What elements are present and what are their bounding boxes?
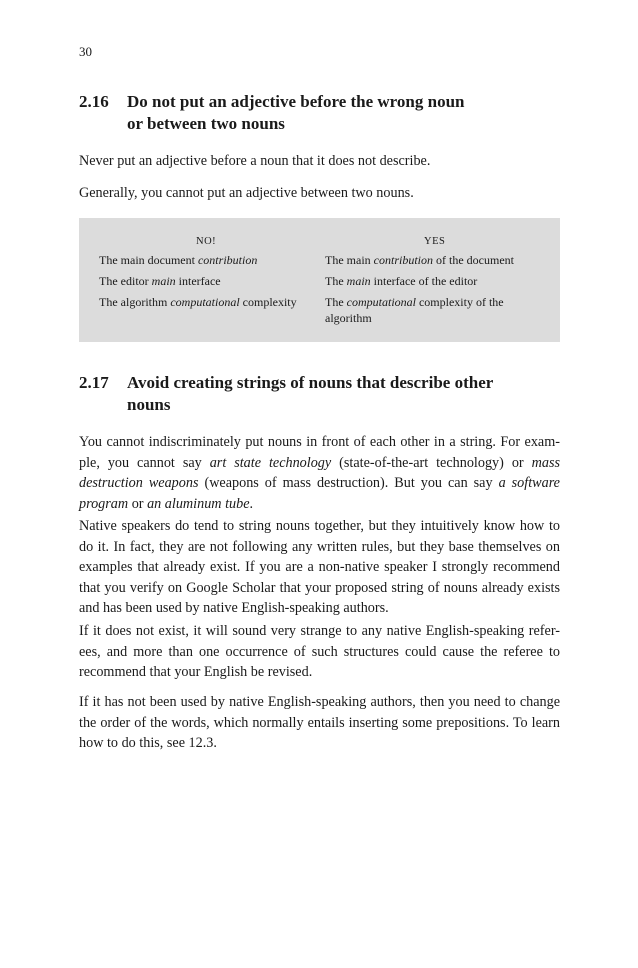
paragraph: Never put an adjective before a noun that it does not describe. bbox=[79, 153, 431, 169]
no-column-header: NO! bbox=[196, 236, 217, 247]
incorrect-example: The editor main interface bbox=[99, 274, 221, 288]
section-title bbox=[127, 91, 559, 135]
section-title-line: Do not put an adjective before the wrong noun bbox=[127, 92, 465, 111]
incorrect-example: The algorithm computational complexity bbox=[99, 295, 297, 309]
yes-column-header: YES bbox=[424, 236, 446, 247]
section-title-line: Avoid creating strings of nouns that describe other bbox=[127, 373, 494, 392]
paragraph: Generally, you cannot put an adjective between two nouns. bbox=[79, 185, 414, 201]
section-heading-2-17 bbox=[79, 372, 559, 416]
section-title bbox=[127, 372, 559, 416]
section-title-line: or between two nouns bbox=[127, 114, 285, 133]
paragraph: If it has not been used by native English-speaking authors, then you need to change the order of the words, which normally entails inserting some prepositions. To learn how to do this, see 12.3. bbox=[79, 694, 560, 752]
paragraph: You cannot indiscriminately put nouns in front of each other in a string. For exam-ple, you cannot say art state technology (state-of-the-art technology) or mass destruction weapons (weapons of mass destruction). But you can say a software program or an aluminum tube. bbox=[79, 434, 560, 512]
example-table bbox=[79, 218, 560, 342]
section-number: 2.16 bbox=[79, 92, 109, 111]
section-heading-2-16 bbox=[79, 91, 559, 135]
incorrect-example: The main document contribution bbox=[99, 253, 258, 267]
paragraph: If it does not exist, it will sound very strange to any native English-speaking refer-ees, and more than one occurrence of such structures could cause the referee to recommend that your English be revised. bbox=[79, 623, 560, 681]
paragraph: Native speakers do tend to string nouns together, but they intuitively know how to do it. In fact, they are not following any written rules, but they base themselves on examples that already exist. If you are a non-native speaker I strongly recommend that you verify on Google Scholar that your proposed string of nouns already exists and has been used by native English-speaking authors. bbox=[79, 518, 560, 617]
correct-example: The computational complexity of the algorithm bbox=[325, 295, 504, 325]
correct-example: The main interface of the editor bbox=[325, 274, 478, 288]
correct-example: The main contribution of the document bbox=[325, 253, 514, 267]
page-number: 30 bbox=[79, 44, 92, 59]
section-title-line: nouns bbox=[127, 395, 171, 414]
section-number: 2.17 bbox=[79, 373, 109, 392]
